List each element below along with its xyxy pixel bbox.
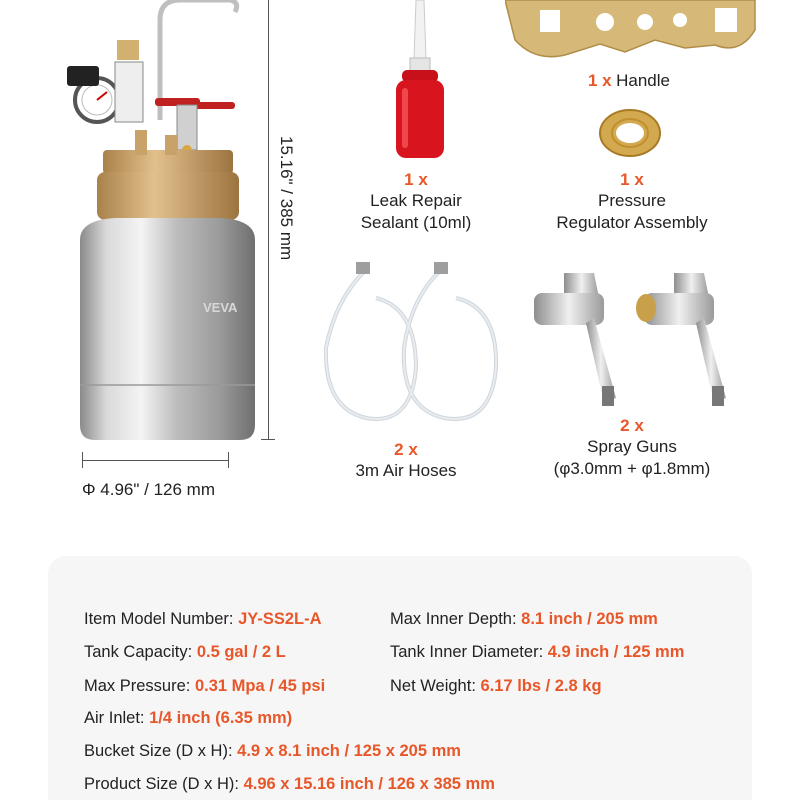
sealant-bottle-image: [390, 0, 450, 160]
spec-model: Item Model Number: JY-SS2L-A: [84, 610, 322, 628]
pressure-tank-image: [55, 0, 255, 445]
spec-inlet: Air Inlet: 1/4 inch (6.35 mm): [84, 709, 293, 727]
height-dimension-cap: [261, 439, 275, 440]
diameter-dimension-line: [82, 460, 228, 461]
handle-qty: 1 x: [588, 71, 612, 90]
hoses-qty: 2 x: [394, 440, 418, 459]
air-hoses-image: [316, 258, 526, 428]
diameter-dimension-cap-left: [82, 452, 83, 468]
regulator-ring-image: [598, 108, 662, 158]
spec-bucket: Bucket Size (D x H): 4.9 x 8.1 inch / 125 x 205 mm: [84, 742, 461, 760]
handle-name: Handle: [616, 71, 670, 90]
guns-qty: 2 x: [620, 416, 644, 435]
regulator-qty: 1 x: [620, 170, 644, 189]
spec-diameter: Tank Inner Diameter: 4.9 inch / 125 mm: [390, 643, 685, 661]
brand-text: VEVA: [203, 300, 238, 315]
height-dimension-line: [268, 0, 269, 440]
spec-weight: Net Weight: 6.17 lbs / 2.8 kg: [390, 677, 602, 695]
spec-product-size: Product Size (D x H): 4.96 x 15.16 inch / 126 x 385 mm: [84, 775, 495, 793]
spec-capacity: Tank Capacity: 0.5 gal / 2 L: [84, 643, 286, 661]
spray-guns-image: [524, 268, 754, 413]
spec-depth: Max Inner Depth: 8.1 inch / 205 mm: [390, 610, 658, 628]
wrench-handle-image: [505, 0, 760, 62]
hoses-name: 3m Air Hoses: [355, 461, 457, 480]
sealant-qty: 1 x: [404, 170, 428, 189]
height-label: 15.16" / 385 mm: [277, 136, 296, 261]
guns-line1: Spray Guns: [587, 437, 677, 456]
guns-line2: (φ3.0mm + φ1.8mm): [553, 459, 711, 478]
sealant-line1: Leak Repair: [370, 191, 462, 210]
diameter-label: Φ 4.96" / 126 mm: [82, 480, 215, 499]
diameter-dimension-cap-right: [228, 452, 229, 468]
regulator-line2: Regulator Assembly: [556, 213, 708, 232]
regulator-line1: Pressure: [597, 191, 667, 210]
spec-pressure: Max Pressure: 0.31 Mpa / 45 psi: [84, 677, 326, 695]
sealant-line2: Sealant (10ml): [360, 213, 472, 232]
